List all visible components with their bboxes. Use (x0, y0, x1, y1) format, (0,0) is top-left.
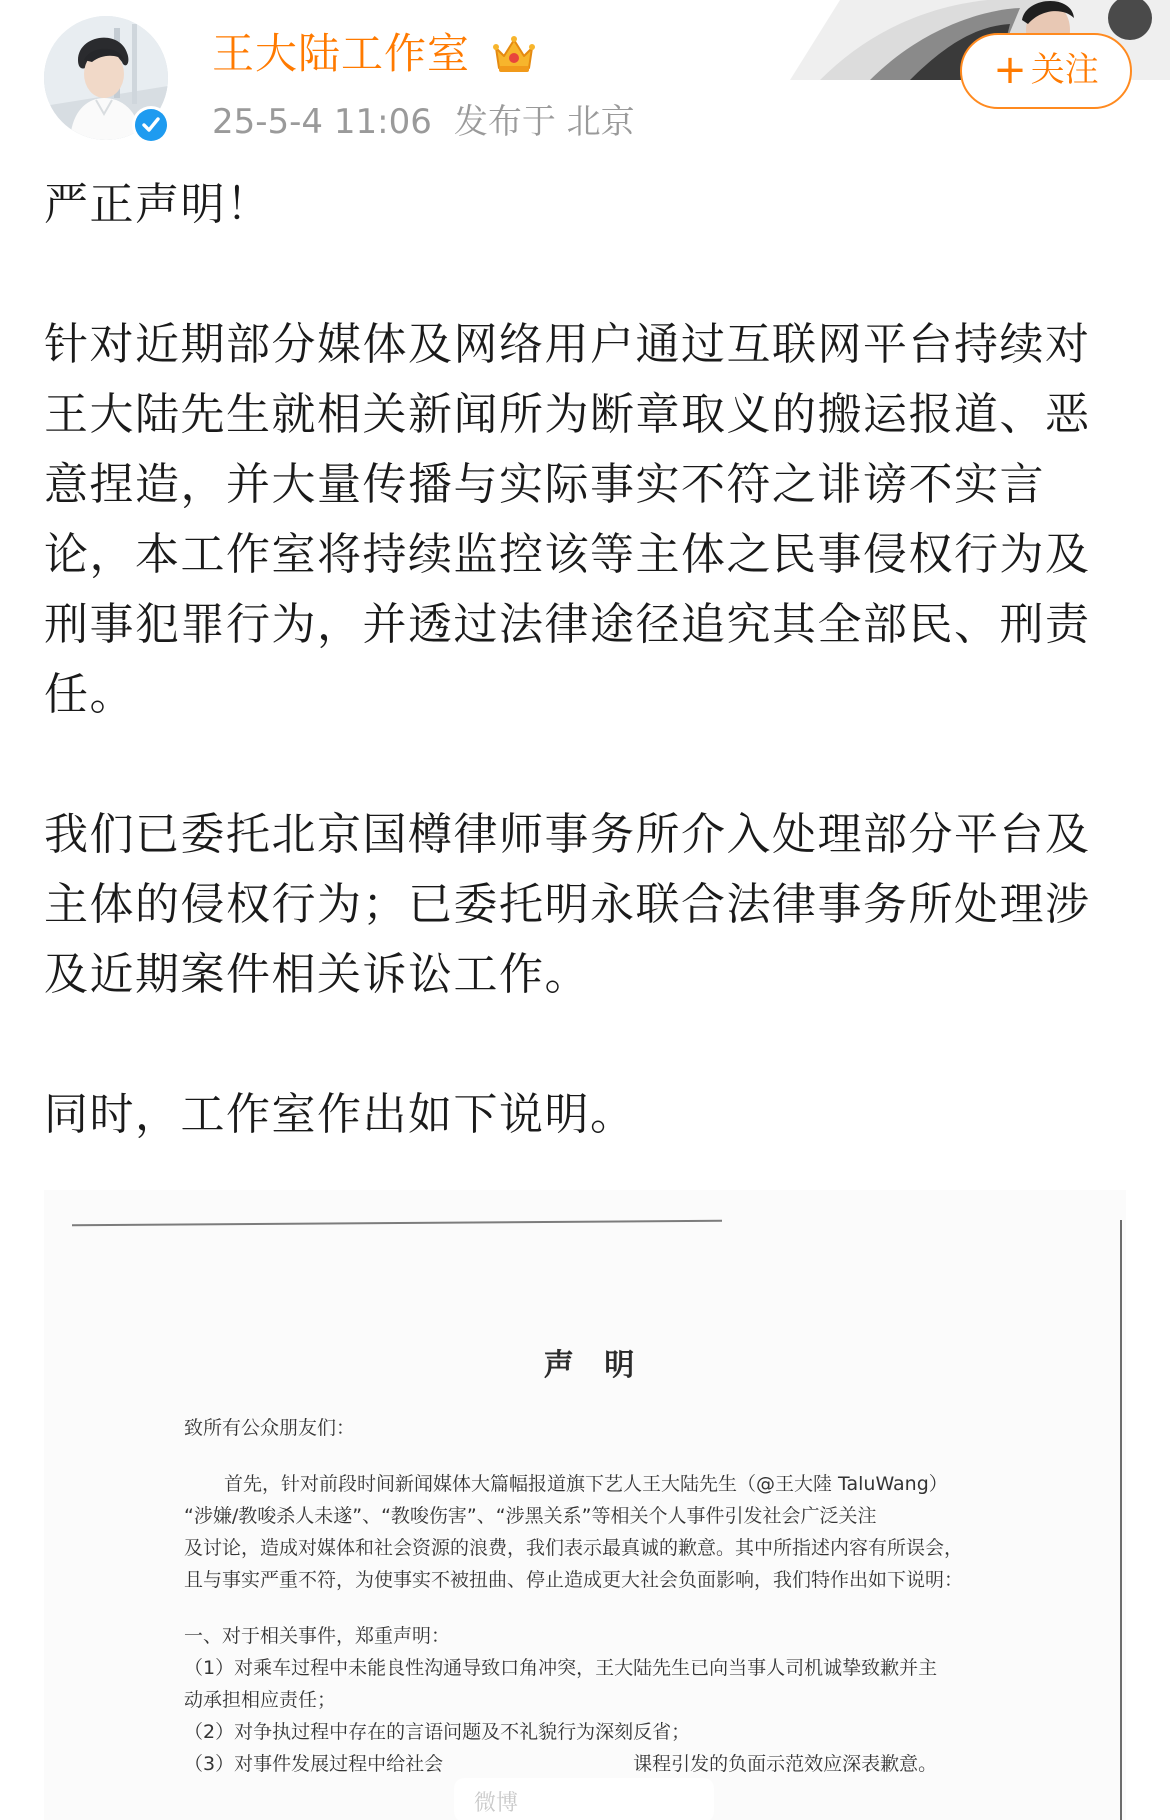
document-line: “涉嫌/教唆杀人未遂”、“教唆伤害”、“涉黑关系”等相关个人事件引发社会广泛关注 (184, 1505, 877, 1527)
post-paragraph: 同时，工作室作出如下说明。 (44, 1089, 636, 1140)
watermark (454, 1778, 714, 1820)
follow-label: 关注 (1030, 50, 1099, 90)
document-line: 及讨论，造成对媒体和社会资源的浪费，我们表示最真诚的歉意。其中所指述内容有所误会， (184, 1537, 964, 1559)
document-line: 动承担相应责任； (184, 1689, 337, 1711)
document-line: （3）对事件发展过程中给社会 课程引发的负面示范效应深表歉意。 (184, 1753, 938, 1775)
document-edge (1120, 1220, 1122, 1820)
document-greeting: 致所有公众朋友们： (184, 1417, 356, 1439)
post-location: 发布于 北京 (453, 102, 635, 142)
post-paragraph: 针对近期部分媒体及网络用户通过互联网平台持续对王大陆先生就相关新闻所为断章取义的搬运报道、恶意捏造，并大量传播与实际事实不符之诽谤不实言论，本工作室将持续监控该等主体之民事侵权行为及刑事犯罪行为，并透过法律途径追究其全部民、刑责任。 (44, 319, 1091, 720)
post-meta (212, 100, 635, 144)
document-text (184, 1412, 1064, 1780)
post-paragraph: 严正声明！ (44, 179, 272, 230)
document-title: 声 明 (543, 1348, 645, 1383)
document-line: 且与事实严重不符，为使事实不被扭曲、停止造成更大社会负面影响，我们特作出如下说明： (184, 1569, 964, 1591)
follow-button[interactable] (960, 33, 1132, 109)
document-section (184, 1620, 1064, 1780)
document-line: （2）对争执过程中存在的言语问题及不礼貌行为深刻反省； (184, 1721, 691, 1743)
document-line: 一、对于相关事件，郑重声明： (184, 1625, 451, 1647)
post-header (0, 0, 1170, 150)
plus-icon: + (993, 47, 1027, 93)
post-body (44, 170, 1124, 1220)
document-paragraph (184, 1468, 1064, 1596)
verified-icon (135, 109, 167, 141)
document-line: 首先，针对前段时间新闻媒体大篇幅报道旗下艺人王大陆先生（@王大陸 TaluWang） (224, 1473, 948, 1495)
crown-icon (490, 32, 538, 76)
post-timestamp: 25-5-4 11:06 (212, 102, 432, 142)
username[interactable]: 王大陆工作室 (212, 29, 471, 78)
watermark-text: 微博 (474, 1791, 519, 1816)
verified-badge (132, 106, 170, 144)
document-line: （1）对乘车过程中未能良性沟通导致口角冲突，王大陆先生已向当事人司机诚挚致歉并主 (184, 1657, 938, 1679)
document-edge (72, 1220, 722, 1227)
attached-document-image[interactable] (44, 1190, 1126, 1820)
post-paragraph: 我们已委托北京国樽律师事务所介入处理部分平台及主体的侵权行为；已委托明永联合法律事务所处理涉及近期案件相关诉讼工作。 (44, 809, 1091, 1000)
